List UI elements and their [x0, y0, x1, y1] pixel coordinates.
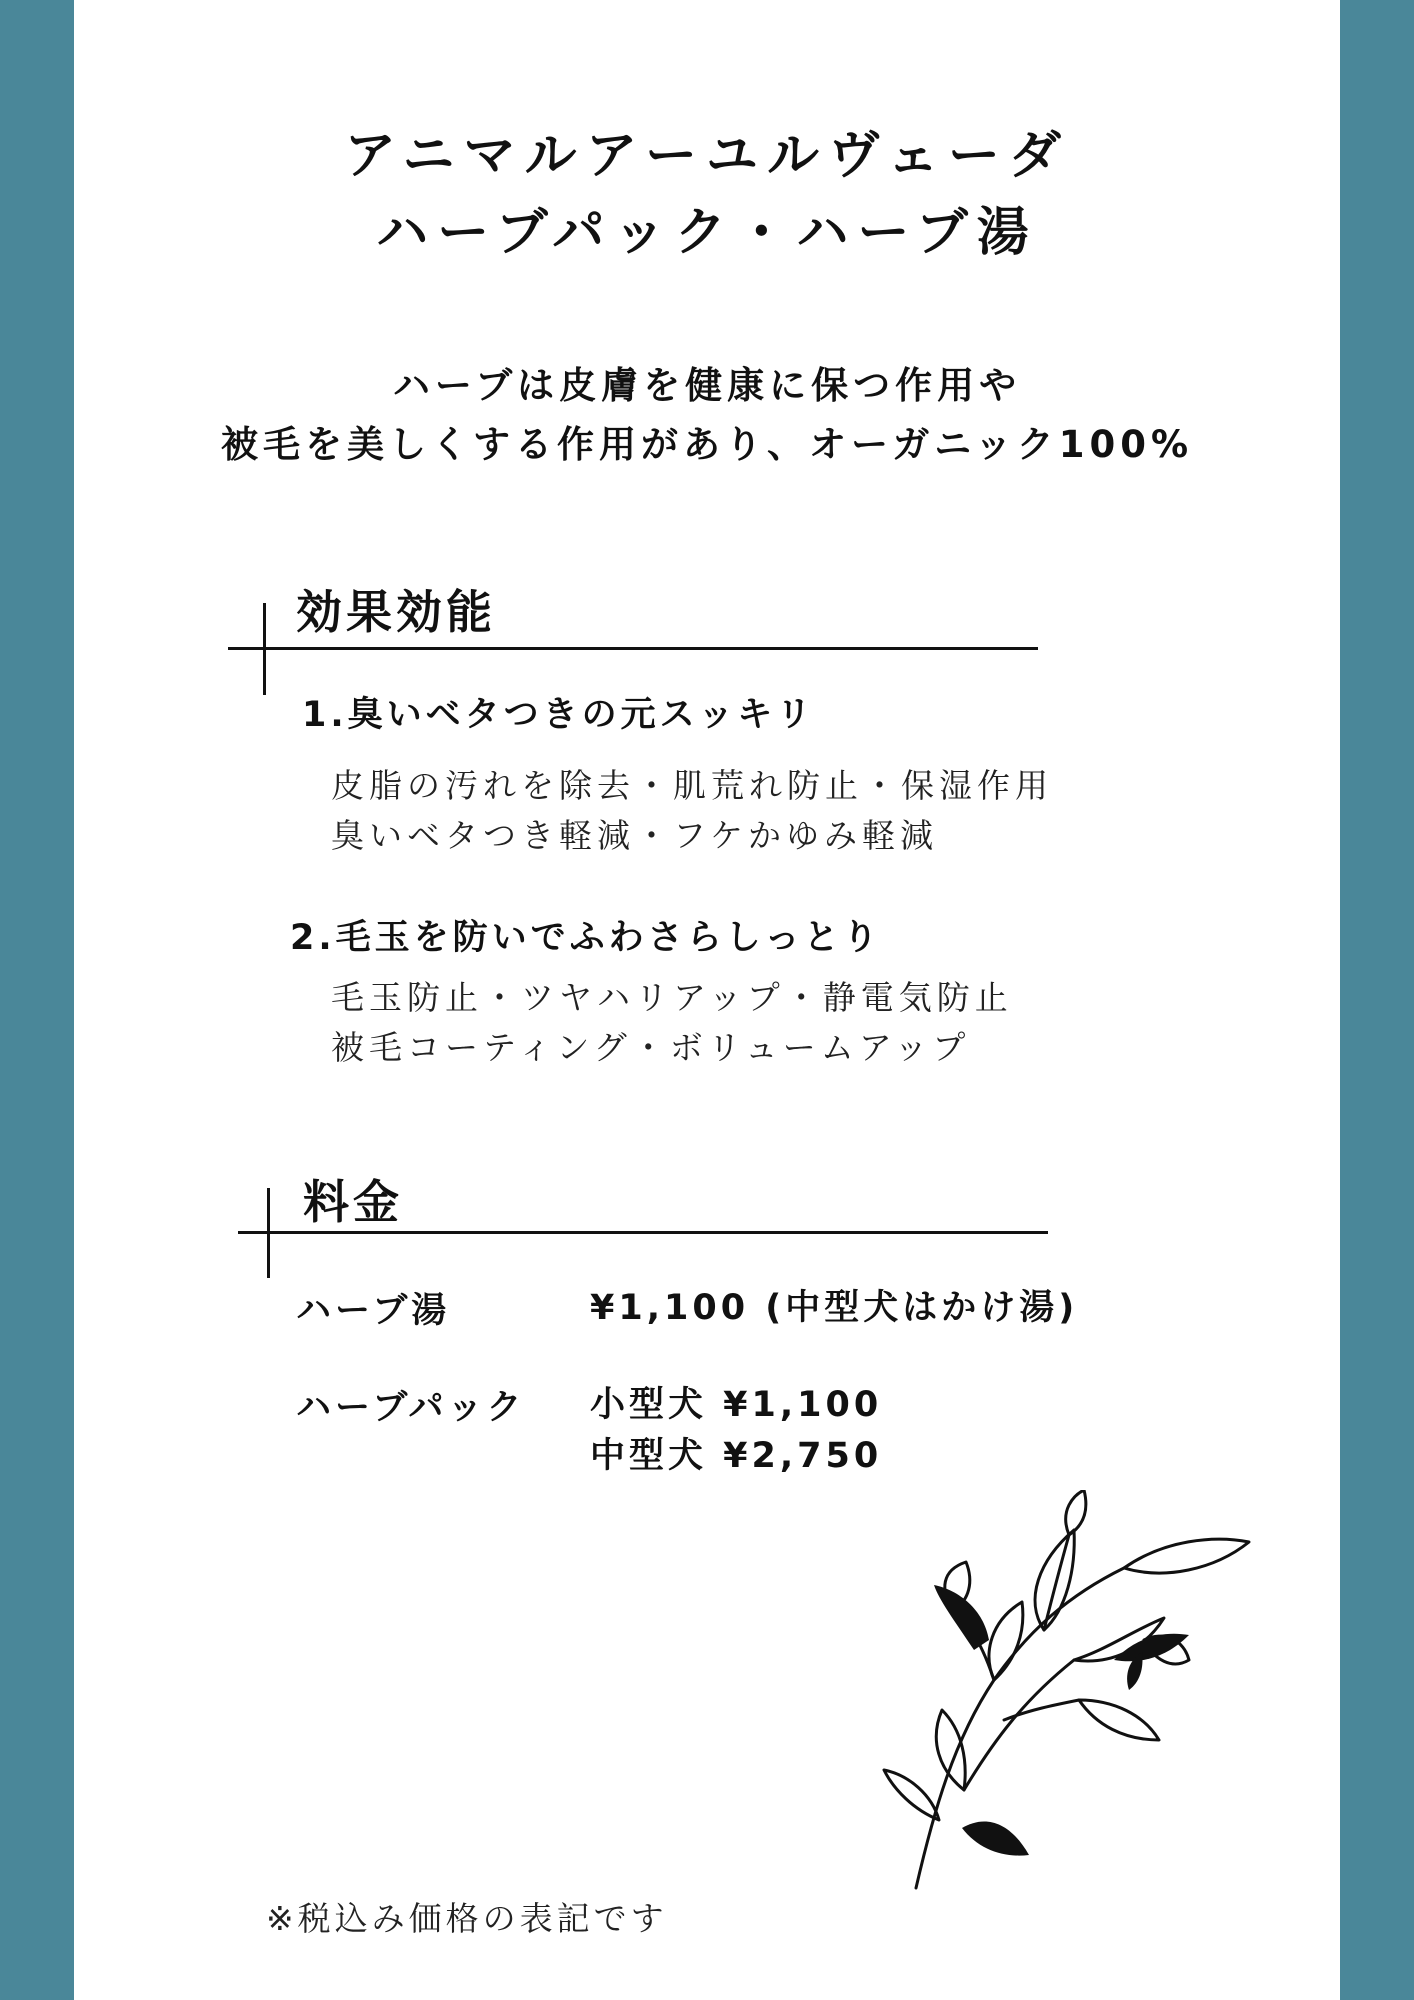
- tax-note: ※税込み価格の表記です: [266, 1899, 668, 1938]
- menu-sheet: [74, 0, 1340, 2000]
- effect-item-1-title: 1.臭いベタつきの元スッキリ: [302, 695, 816, 735]
- intro-text: [74, 356, 1340, 474]
- price-value-herb-bath-1: ¥1,100 (中型犬はかけ湯): [590, 1288, 1079, 1328]
- pricing-tick: [267, 1188, 270, 1278]
- pricing-heading: 料金: [303, 1175, 403, 1229]
- price-value-herb-bath: [590, 1283, 1078, 1334]
- effects-tick: [263, 603, 266, 695]
- pricing-underline: [238, 1231, 1048, 1234]
- intro-line-2: 被毛を美しくする作用があり、オーガニック100%: [220, 423, 1194, 467]
- effect-item-2-title: 2.毛玉を防いでふわさらしっとり: [290, 918, 882, 958]
- page-title: [74, 118, 1340, 272]
- effect-item-2-line-1: 毛玉防止・ツヤハリアップ・静電気防止: [331, 978, 1013, 1017]
- price-label-herb-bath: ハーブ湯: [296, 1291, 451, 1331]
- price-label-herb-pack: ハーブパック: [296, 1388, 526, 1428]
- effect-item-2-body: [331, 973, 1013, 1072]
- price-value-herb-pack: [590, 1380, 882, 1482]
- effect-item-1-line-2: 臭いベタつき軽減・フケかゆみ軽減: [331, 815, 939, 855]
- leaf-branch-illustration: [844, 1490, 1324, 1890]
- effect-item-1-line-1: 皮脂の汚れを除去・肌荒れ防止・保湿作用: [331, 766, 1053, 805]
- effects-underline: [228, 647, 1038, 650]
- effect-item-2-line-2: 被毛コーティング・ボリュームアップ: [331, 1027, 971, 1067]
- intro-line-1: ハーブは皮膚を健康に保つ作用や: [392, 364, 1022, 407]
- effect-item-1-body: [331, 761, 1053, 860]
- price-value-small-dog: 小型犬 ¥1,100: [590, 1385, 883, 1425]
- effects-heading: 効果効能: [296, 585, 496, 639]
- title-line-1: アニマルアーユルヴェーダ: [344, 126, 1070, 186]
- price-value-medium-dog: 中型犬 ¥2,750: [590, 1435, 883, 1476]
- title-line-2: ハーブパック・ハーブ湯: [376, 202, 1038, 263]
